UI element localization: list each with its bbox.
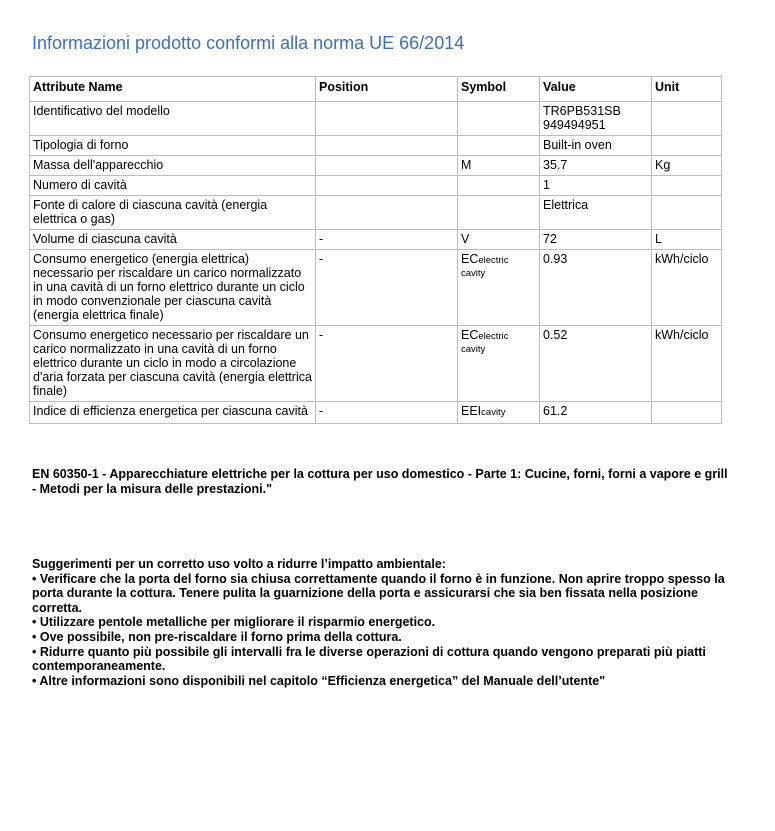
unit-cell [652,176,722,196]
symbol-cell [458,250,540,326]
symbol-cell: M [458,156,540,176]
symbol-main: EEI [461,404,482,418]
standard-reference: EN 60350-1 - Apparecchiature elettriche per la cottura per uso domestico - Parte 1: Cucine, forni, forni a vapore e grill - Metodi per la misura delle prestazioni." [32,467,728,496]
table-row [30,230,722,250]
attribute-name-cell: Fonte di calore di ciascuna cavità (energia elettrica o gas) [30,196,316,230]
table-row [30,136,722,156]
page-title: Informazioni prodotto conformi alla norma UE 66/2014 [32,33,465,53]
table-row [30,326,722,402]
symbol-cell [458,326,540,402]
symbol-subscript: electric [478,331,509,342]
table-row [30,250,722,326]
value-cell: 61.2 [540,402,652,424]
column-header-symbol: Symbol [458,77,540,102]
tip-item: • Altre informazioni sono disponibili nel capitolo “Efficienza energetica” del Manuale dell’utente" [32,673,606,688]
unit-cell: L [652,230,722,250]
symbol-main: EC [461,328,479,342]
attribute-name-cell: Identificativo del modello [30,102,316,136]
unit-cell: Kg [652,156,722,176]
value-cell: 0.93 [540,250,652,326]
value-cell: Elettrica [540,196,652,230]
attribute-name-cell: Massa dell'apparecchio [30,156,316,176]
value-cell: 72 [540,230,652,250]
position-cell [316,136,458,156]
value-cell: 1 [540,176,652,196]
table-row [30,102,722,136]
value-cell: 35.7 [540,156,652,176]
table-row [30,402,722,424]
column-header-value: Value [540,77,652,102]
position-cell: - [316,402,458,424]
table-row [30,196,722,230]
value-cell: Built-in oven [540,136,652,156]
tips-heading: Suggerimenti per un corretto uso volto a ridurre l’impatto ambientale: [32,557,446,571]
symbol-cell: V [458,230,540,250]
unit-cell [652,402,722,424]
position-cell: - [316,250,458,326]
table-row [30,156,722,176]
tip-item: • Ridurre quanto più possibile gli intervalli fra le diverse operazioni di cottura quando vengono preparati più piatti contemporaneamente. [32,644,706,674]
attribute-name-cell: Numero di cavità [30,176,316,196]
attribute-name-cell: Volume di ciascuna cavità [30,230,316,250]
position-cell [316,156,458,176]
symbol-main: EC [461,252,479,266]
column-header-unit: Unit [652,77,722,102]
tip-item: • Verificare che la porta del forno sia chiusa correttamente quando il forno è in funzione. Non aprire troppo spesso la porta durante la cottura. Tenere pulita la guarnizione della porta e assicurarsi che sia ben fissata nella posizione corretta. [32,571,725,615]
table-header-row [30,77,722,102]
symbol-subscript: electric [478,255,509,266]
symbol-cell [458,196,540,230]
unit-cell [652,102,722,136]
tip-item: • Ove possibile, non pre-riscaldare il forno prima della cottura. [32,629,402,644]
value-cell: 0.52 [540,326,652,402]
attribute-name-cell: Consumo energetico necessario per riscaldare un carico normalizzato in una cavità di un forno elettrico durante un ciclo in modo a circolazione d'aria forzata per ciascuna cavità (energia elettrica finale) [30,326,316,402]
symbol-cell [458,402,540,424]
unit-cell [652,196,722,230]
environment-tips [32,557,732,688]
tip-item: • Utilizzare pentole metalliche per migliorare il risparmio energetico. [32,615,436,630]
unit-cell: kWh/ciclo [652,250,722,326]
product-info-table [29,76,722,424]
unit-cell: kWh/ciclo [652,326,722,402]
symbol-cell [458,176,540,196]
position-cell [316,176,458,196]
symbol-cell [458,102,540,136]
position-cell: - [316,326,458,402]
attribute-name-cell: Indice di efficienza energetica per ciascuna cavità [30,402,316,424]
model-code: TR6PB531SB [543,104,621,118]
table-row [30,176,722,196]
value-cell [540,102,652,136]
position-cell: - [316,230,458,250]
unit-cell [652,136,722,156]
symbol-cell [458,136,540,156]
column-header-position: Position [316,77,458,102]
column-header-attribute-name: Attribute Name [30,77,316,102]
position-cell [316,196,458,230]
symbol-subscript: cavity [481,407,506,418]
attribute-name-cell: Consumo energetico (energia elettrica) necessario per riscaldare un carico normalizzato in una cavità di un forno elettrico durante un ciclo in modo convenzionale per ciascuna cavità (energia elettrica finale) [30,250,316,326]
attribute-name-cell: Tipologia di forno [30,136,316,156]
symbol-subscript-cavity: cavity [461,344,486,355]
position-cell [316,102,458,136]
product-number: 949494951 [543,118,606,132]
symbol-subscript-cavity: cavity [461,268,486,279]
